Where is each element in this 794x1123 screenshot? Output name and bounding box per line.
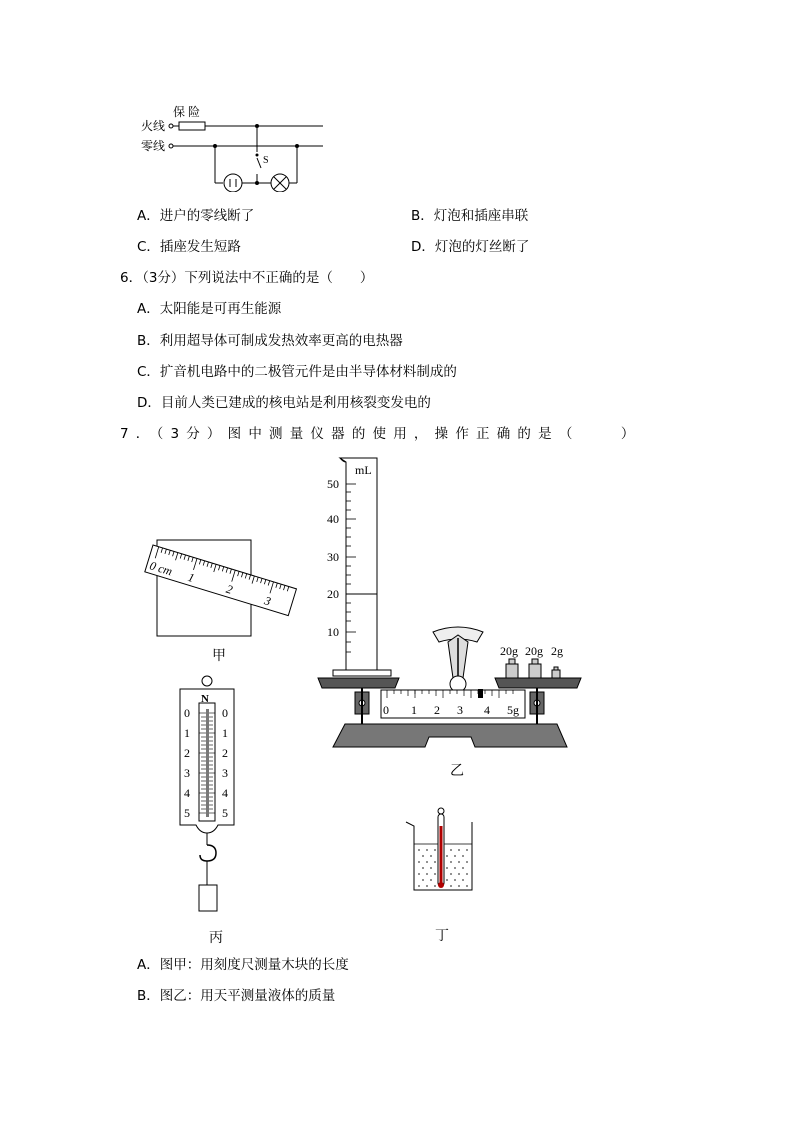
- q7-stem: 7．（3分）图中测量仪器的使用，操作正确的是（ ）: [120, 426, 642, 442]
- live-wire-label: 火线: [141, 119, 166, 133]
- figure-jia-caption: 甲: [212, 648, 226, 664]
- rider: [478, 689, 483, 698]
- figure-bing-spring-scale: [170, 673, 250, 918]
- beam-scale-5: 5g: [507, 703, 519, 717]
- weight-2g: [552, 670, 560, 678]
- cylinder-tick-20: 20: [327, 587, 339, 601]
- scale-left-5: 5: [184, 806, 190, 820]
- ruler-label-3: 3: [262, 593, 273, 609]
- left-pan: [318, 678, 399, 688]
- scale-left-1: 1: [184, 726, 190, 740]
- cylinder-tick-10: 10: [327, 625, 339, 639]
- spring-scale-unit: N: [201, 693, 209, 705]
- weight-label-2: 20g: [525, 644, 543, 658]
- scale-right-5: 5: [222, 806, 228, 820]
- ruler-label-1: 1: [186, 570, 197, 586]
- figure-yi-balance: [315, 452, 587, 757]
- q6-option-c: C．扩音机电路中的二极管元件是由半导体材料制成的: [137, 364, 457, 380]
- graduated-cylinder: [340, 458, 377, 670]
- scale-left-2: 2: [184, 746, 190, 760]
- socket-icon: [224, 174, 242, 192]
- q6-option-b: B．利用超导体可制成发热效率更高的电热器: [137, 333, 403, 349]
- cylinder-tick-30: 30: [327, 550, 339, 564]
- beam-scale-1: 1: [411, 703, 417, 717]
- switch-label: S: [263, 155, 269, 166]
- q7-option-a: A．图甲：用刻度尺测量木块的长度: [137, 957, 349, 973]
- scale-left-0: 0: [184, 706, 190, 720]
- scale-right-0: 0: [222, 706, 228, 720]
- weight-label-1: 20g: [500, 644, 518, 658]
- weight-label-3: 2g: [551, 644, 563, 658]
- spring-pointer: [206, 709, 209, 817]
- q5-option-d: D．灯泡的灯丝断了: [411, 239, 530, 255]
- q6-stem: 6．（3分）下列说法中不正确的是（ ）: [120, 270, 374, 286]
- ruler-label-0: 0 cm: [147, 558, 175, 579]
- fuse: [179, 122, 205, 130]
- switch-icon: [257, 158, 261, 168]
- figure-yi-caption: 乙: [450, 763, 464, 779]
- q5-option-b: B．灯泡和插座串联: [411, 208, 529, 224]
- figure-ding-caption: 丁: [435, 928, 449, 944]
- ruler-label-2: 2: [224, 581, 235, 597]
- neutral-wire-label: 零线: [141, 139, 166, 153]
- figure-bing-caption: 丙: [209, 930, 223, 946]
- scale-left-3: 3: [184, 766, 190, 780]
- scale-right-3: 3: [222, 766, 228, 780]
- weight-20g-2: [529, 664, 541, 678]
- q6-option-a: A．太阳能是可再生能源: [137, 301, 282, 317]
- scale-right-1: 1: [222, 726, 228, 740]
- q5-option-c: C．插座发生短路: [137, 239, 241, 255]
- beam-scale: [381, 690, 525, 718]
- right-pan: [495, 678, 581, 688]
- beam-scale-4: 4: [484, 703, 490, 717]
- cylinder-unit: mL: [355, 463, 372, 477]
- circuit-diagram: [135, 100, 335, 192]
- q5-option-a: A．进户的零线断了: [137, 208, 255, 224]
- cylinder-tick-50: 50: [327, 477, 339, 491]
- q6-option-d: D．目前人类已建成的核电站是利用核裂变发电的: [137, 395, 431, 411]
- scale-right-4: 4: [222, 786, 228, 800]
- figure-ding-thermometer: [400, 798, 480, 895]
- weight-20g-1: [506, 664, 518, 678]
- balance-base: [333, 724, 567, 747]
- cylinder-tick-40: 40: [327, 512, 339, 526]
- figure-jia-ruler: [135, 535, 300, 645]
- hook-icon: [200, 845, 216, 861]
- beam-scale-3: 3: [457, 703, 463, 717]
- beam-scale-0: 0: [383, 703, 389, 717]
- fuse-label: 保 险: [173, 105, 201, 119]
- scale-left-4: 4: [184, 786, 190, 800]
- q7-option-b: B．图乙：用天平测量液体的质量: [137, 988, 336, 1004]
- beam-scale-2: 2: [434, 703, 440, 717]
- scale-right-2: 2: [222, 746, 228, 760]
- hanging-weight: [199, 885, 217, 911]
